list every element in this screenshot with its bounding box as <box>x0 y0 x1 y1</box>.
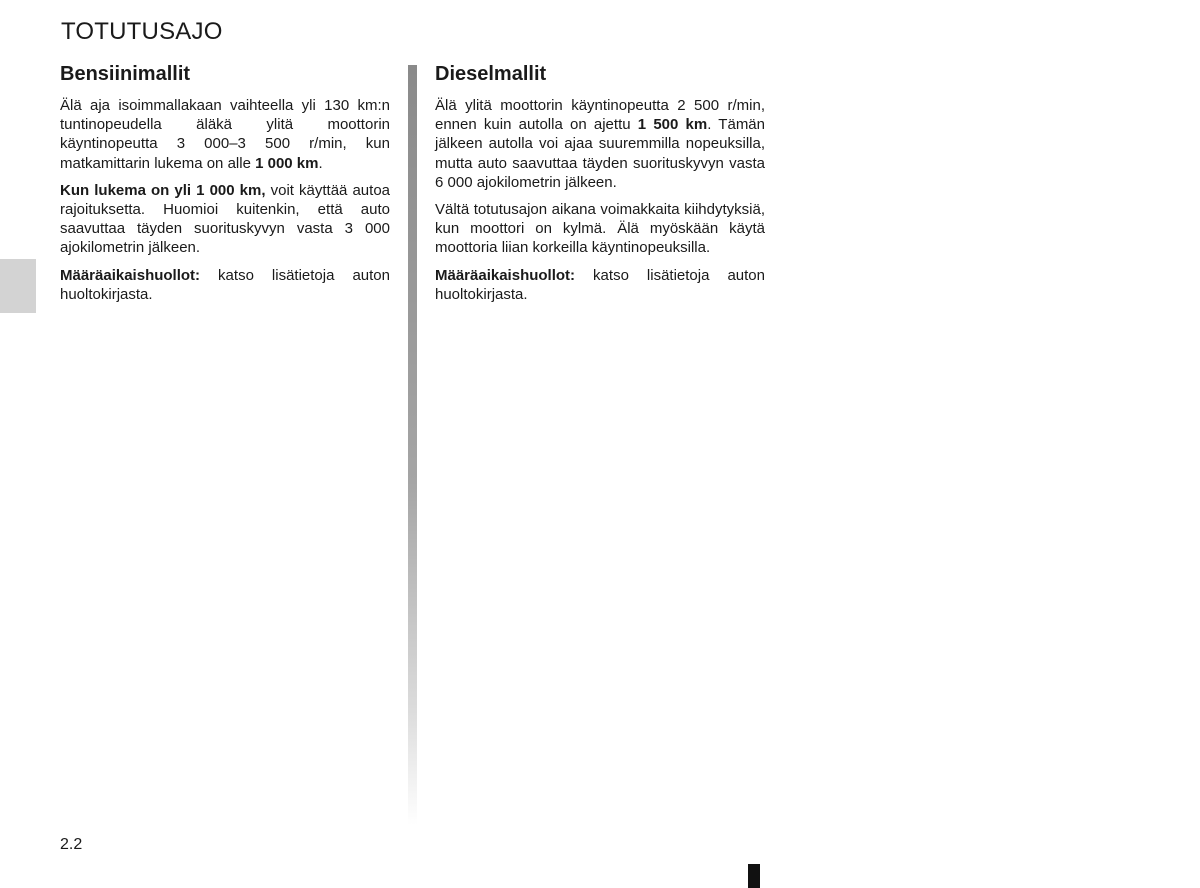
diesel-paragraph-3: Määräaikaishuollot: katso lisätietoja auton huoltokirjasta. <box>435 266 765 303</box>
page-edge-mark <box>748 864 760 888</box>
petrol-paragraph-1: Älä aja isoimmallakaan vaihteella yli 130 km:n tuntinopeudella äläkä ylitä moottorin käyntinopeutta 3 000–3 500 r/min, kun matkamittarin lukema on alle 1 000 km. <box>60 97 390 172</box>
petrol-section <box>60 62 390 312</box>
petrol-paragraph-3: Määräaikaishuollot: katso lisätietoja auton huoltokirjasta. <box>60 266 390 303</box>
chapter-tab <box>0 259 36 313</box>
diesel-section <box>435 62 765 312</box>
page-number: 2.2 <box>60 836 83 853</box>
diesel-heading: Dieselmallit <box>435 63 547 85</box>
diesel-paragraph-2: Vältä totutusajon aikana voimakkaita kiihdytyksiä, kun moottori on kylmä. Älä myöskään käytä moottoria liian korkeilla käyntinopeuksilla. <box>435 201 765 257</box>
petrol-paragraph-2: Kun lukema on yli 1 000 km, voit käyttää autoa rajoituksetta. Huomioi kuitenkin, että auto saavuttaa täyden suorituskyvyn vasta 3 000 ajokilometrin jälkeen. <box>60 181 390 257</box>
page-title: TOTUTUSAJO <box>61 18 223 45</box>
petrol-heading: Bensiinimallit <box>60 63 191 85</box>
diesel-paragraph-1: Älä ylitä moottorin käyntinopeutta 2 500 r/min, ennen kuin autolla on ajettu 1 500 km. Tämän jälkeen autolla voi ajaa suuremmilla nopeuksilla, mutta auto saavuttaa täyden suorituskyvyn vasta 6 000 ajokilometrin jälkeen. <box>435 97 765 191</box>
column-divider <box>408 65 417 825</box>
